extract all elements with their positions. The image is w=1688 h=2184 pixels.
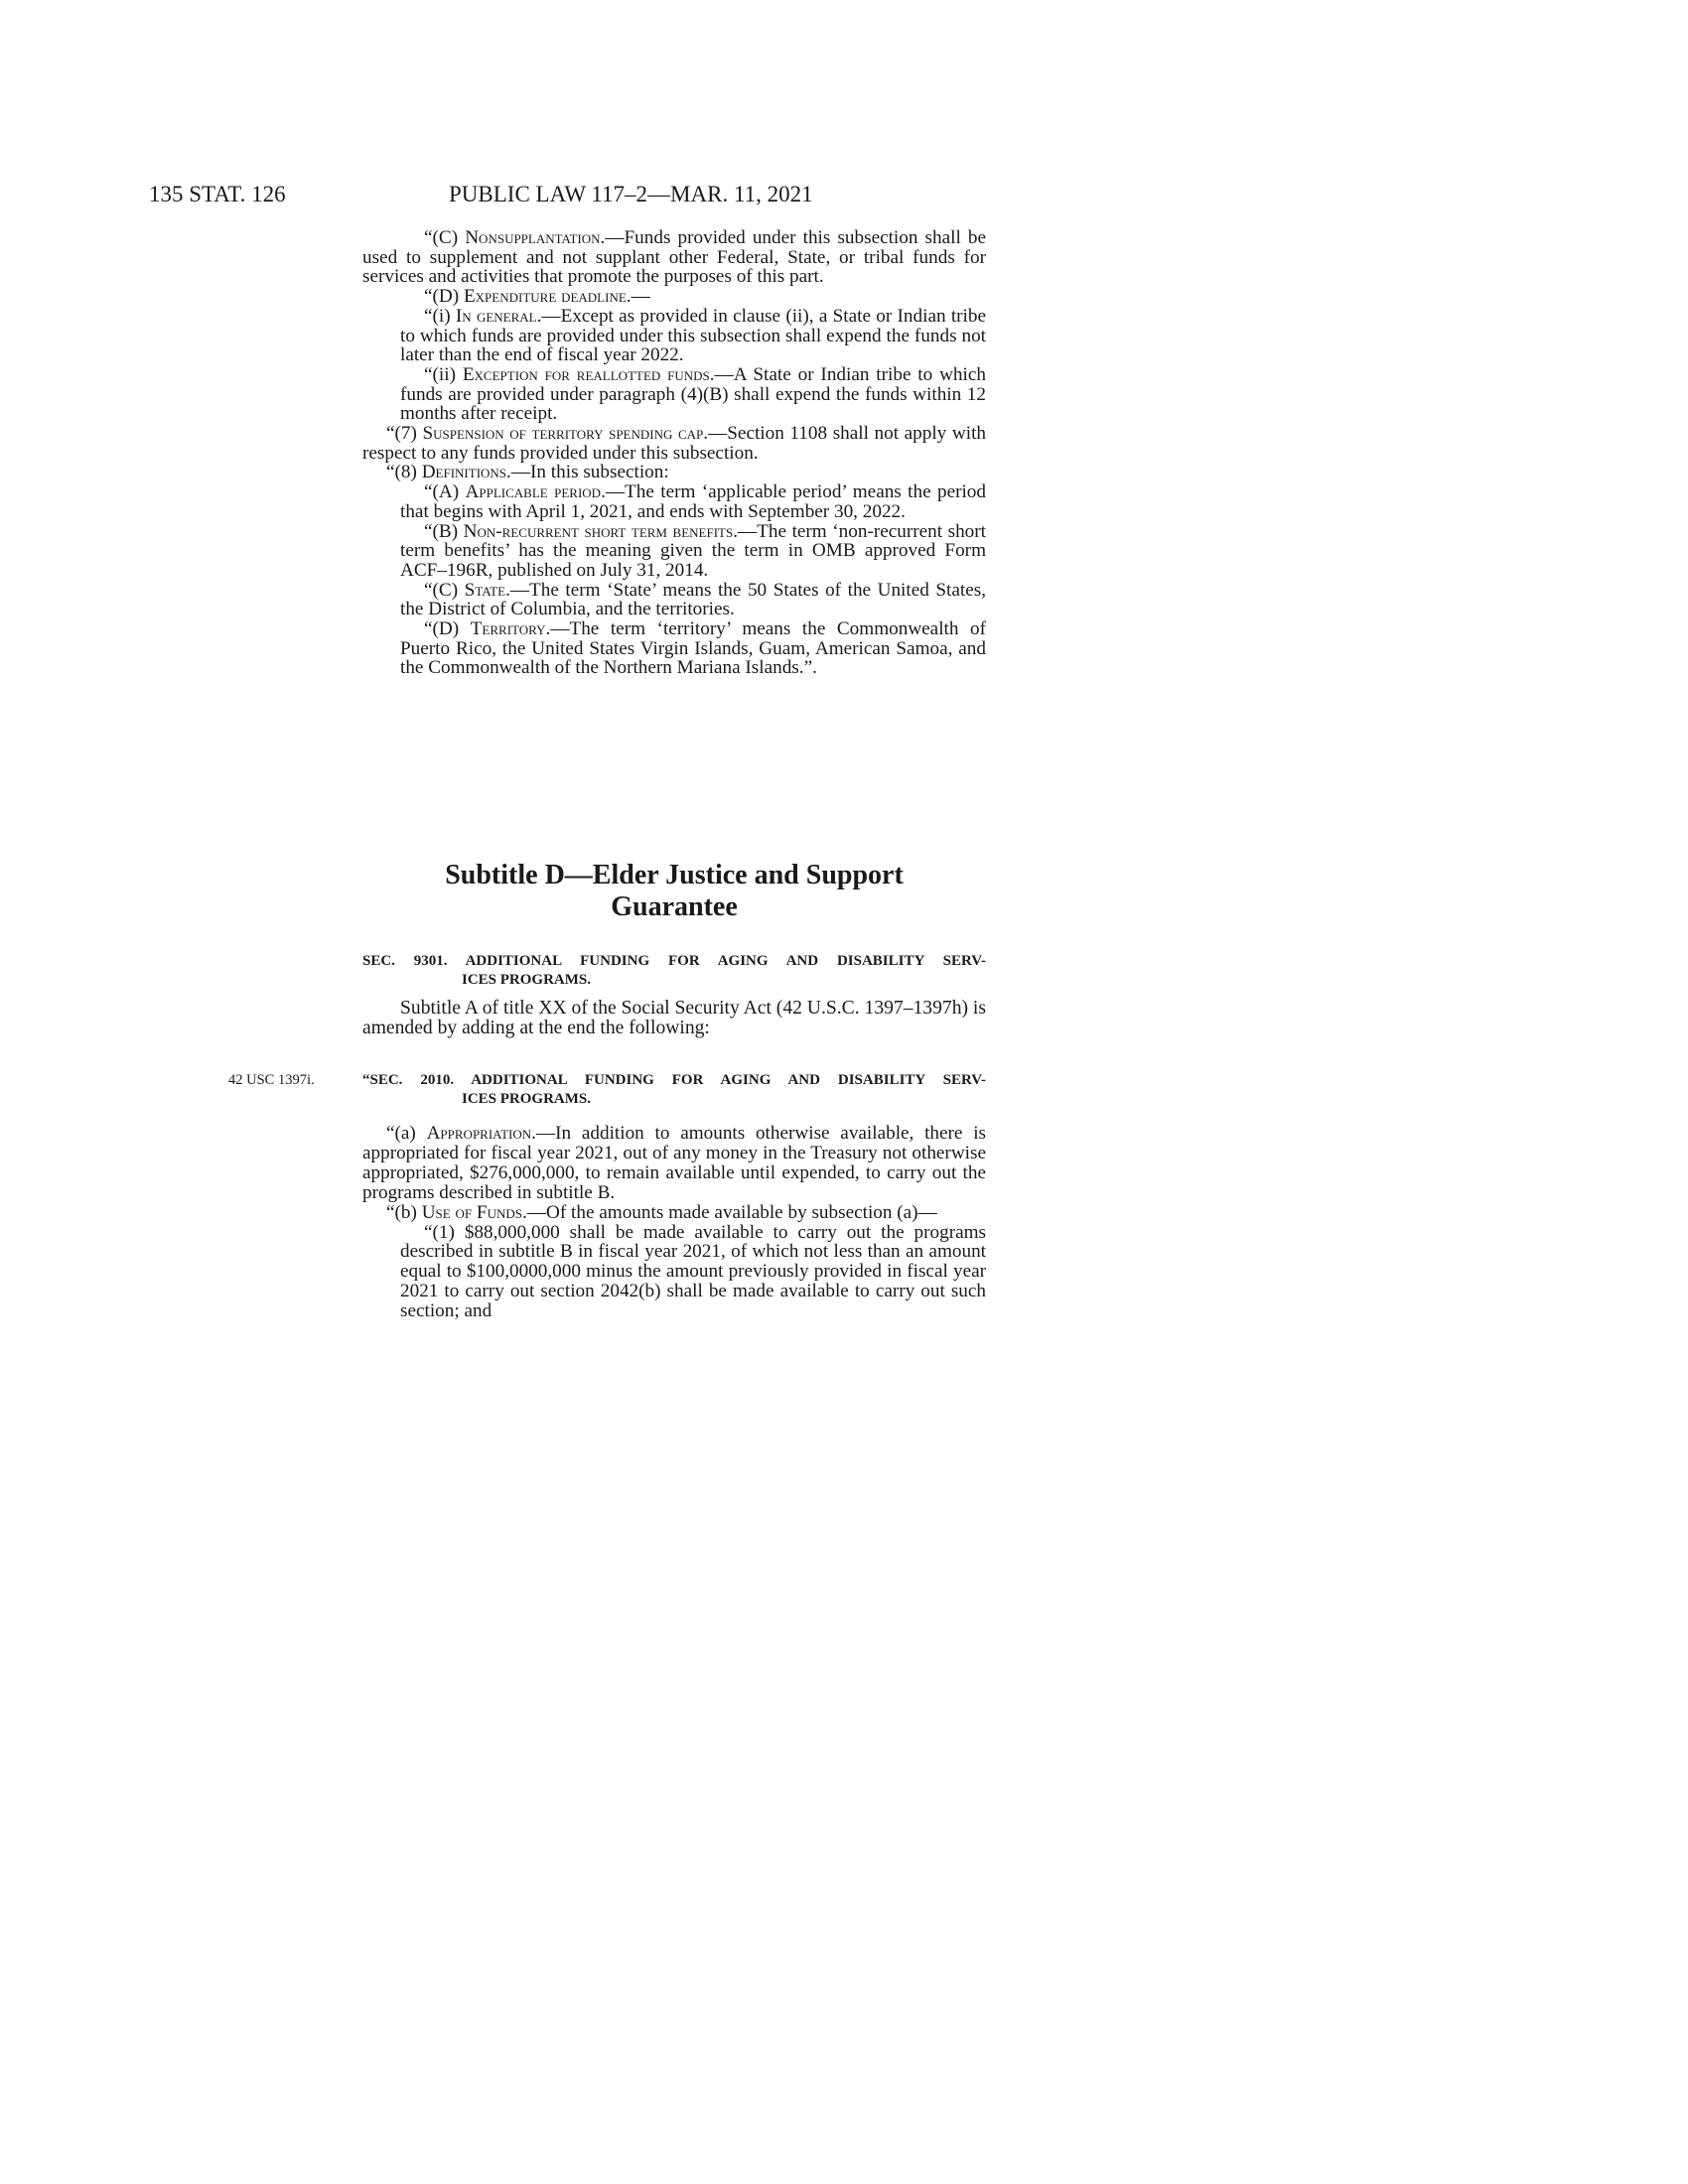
section-2010-heading: “SEC. 2010. ADDITIONAL FUNDING FOR AGING AND DISABILITY SERV- ICES PROGRAMS. [362,1072,986,1107]
definition-applicable-period: “(A) Applicable period.—The term ‘applicable period’ means the period that begins with April 1, 2021, and ends with September 30, 2022. [400,481,986,522]
section-9301-heading: SEC. 9301. ADDITIONAL FUNDING FOR AGING AND DISABILITY SERV- ICES PROGRAMS. [362,953,986,988]
paragraph-88-million: “(1) $88,000,000 shall be made available to carry out the programs described in subtitle B in fiscal year 2021, of which not less than an amount equal to $100,0000,000 minus the amount previously provided in fiscal year 2021 to carry out section 2042(b) shall be made available to carry out such section; and [400,1221,986,1322]
section-2010-text [362,1124,986,1321]
main-text-column [362,228,986,678]
page-header-title: PUBLIC LAW 117–2—MAR. 11, 2021 [449,182,813,206]
paragraph-nonsupplantation: “(C) Nonsupplantation.—Funds provided under this subsection shall be used to supplement and not supplant other Federal, State, or tribal funds for services and activities that promote the purposes of this part. [362,227,987,288]
section-9301-body: Subtitle A of title XX of the Social Security Act (42 U.S.C. 1397–1397h) is amended by adding at the end the following: [362,998,986,1038]
subsection-use-of-funds: “(b) Use of Funds.—Of the amounts made available by subsection (a)— [386,1201,937,1223]
page-stat-reference: 135 STAT. 126 [149,182,286,206]
definition-territory: “(D) Territory.—The term ‘territory’ means the Commonwealth of Puerto Rico, the United States Virgin Islands, Guam, American Samoa, and the Commonwealth of the Northern Mariana Islands.”. [400,618,986,679]
clause-exception-reallotted-funds: “(ii) Exception for reallotted funds.—A State or Indian tribe to which funds are provided under paragraph (4)(B) shall expend the funds within 12 months after receipt. [400,363,986,425]
definition-state: “(C) State.—The term ‘State’ means the 50 States of the United States, the District of Columbia, and the territories. [400,579,987,620]
paragraph-definitions: “(8) Definitions.—In this subsection: [386,462,669,483]
paragraph-expenditure-deadline: “(D) Expenditure deadline.— [424,286,650,308]
paragraph-suspension-territory-cap: “(7) Suspension of territory spending cap.—Section 1108 shall not apply with respect to any funds provided under this subsection. [362,423,986,464]
subsection-appropriation: “(a) Appropriation.—In addition to amounts otherwise available, there is appropriated for fiscal year 2021, out of any money in the Treasury not otherwise appropriated, $276,000,000, to remain available until expended, to carry out the programs described in subtitle B. [362,1123,986,1203]
margin-citation-note: 42 USC 1397i. [228,1072,315,1088]
clause-in-general: “(i) In general.—Except as provided in clause (ii), a State or Indian tribe to which funds are provided under this subsection shall expend the funds not later than the end of fiscal year 2022. [400,305,986,366]
definition-non-recurrent-benefits: “(B) Non-recurrent short term benefits.—The term ‘non-recurrent short term benefits’ has the meaning given the term in OMB approved Form ACF–196R, published on July 31, 2014. [400,520,986,581]
subtitle-heading: Subtitle D—Elder Justice and Support Guarantee [445,860,904,922]
